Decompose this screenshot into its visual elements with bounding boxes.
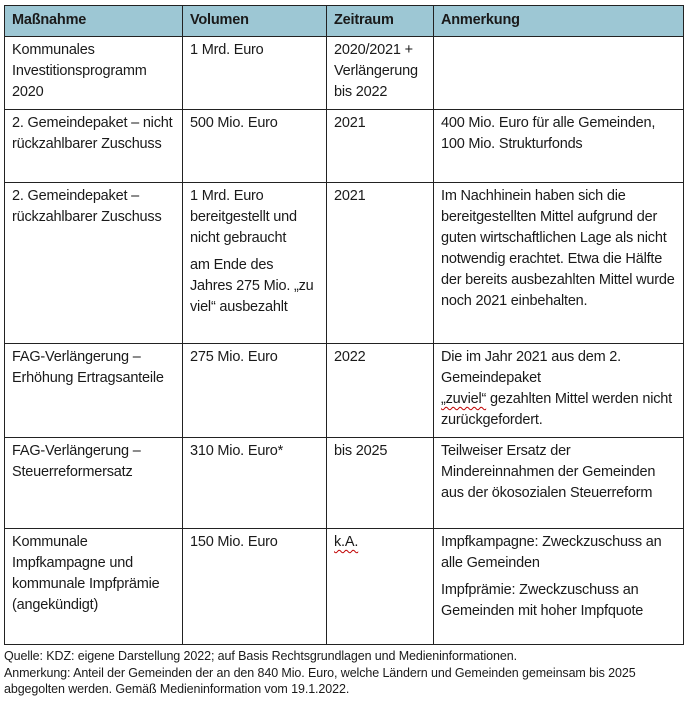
table-row [5,438,684,529]
table-row [5,110,684,183]
header-massnahme: Maßnahme [5,6,183,37]
table-row [5,37,684,110]
spellcheck-flagged-word: „zuviel“ [441,391,487,407]
cell-zeitraum: 2020/2021 + Verlängerung bis 2022 [327,37,434,110]
source-note: Quelle: KDZ: eigene Darstellung 2022; auf Basis Rechtsgrundlagen und Medieninformationen. [4,649,517,663]
table-header-row [5,6,684,37]
cell-anmerkung [434,438,684,529]
table-row [5,183,684,344]
header-anmerkung: Anmerkung [434,6,684,37]
table-row [5,344,684,438]
cell-volumen [183,110,327,183]
cell-anmerkung [434,529,684,645]
volumen-text: 1 Mrd. Euro bereitgestellt und nicht gebraucht [190,188,297,246]
measures-table [4,5,684,645]
cell-massnahme: 2. Gemeindepaket – nicht rückzahlbarer Zuschuss [5,110,183,183]
anmerkung-text: Impfprämie: Zweckzuschuss an Gemeinden mit hoher Impfquote [441,582,644,619]
cell-anmerkung [434,110,684,183]
volumen-text: 500 Mio. Euro [190,115,278,131]
anmerkung-text: 400 Mio. Euro für alle Gemeinden, 100 Mio. Strukturfonds [441,115,656,152]
cell-volumen [183,183,327,344]
cell-massnahme: 2. Gemeindepaket – rückzahlbarer Zuschuss [5,183,183,344]
header-zeitraum: Zeitraum [327,6,434,37]
header-volumen: Volumen [183,6,327,37]
anmerkung-text: Im Nachhinein haben sich die bereitgestellten Mittel aufgrund der guten wirtschaftlichen Lage als nicht notwendig erachtet. Etwa die Hälfte der bereits ausbezahlten Mittel wurde noch 2021 einbehalten. [441,188,675,309]
anmerkung-text: Die im Jahr 2021 aus dem 2. Gemeindepaket [441,349,621,386]
volumen-text: 275 Mio. Euro [190,349,278,365]
table-footnotes [4,648,684,698]
spellcheck-flagged-word: k.A. [334,534,359,550]
volumen-text: 310 Mio. Euro* [190,443,284,459]
anmerkung-text: Impfkampagne: Zweckzuschuss an alle Gemeinden [441,534,662,571]
cell-volumen [183,344,327,438]
volumen-text: 1 Mrd. Euro [190,42,264,58]
remark-note: Anmerkung: Anteil der Gemeinden der an den 840 Mio. Euro, welche Ländern und Gemeinden gemeinsam bis 2025 abgegolten werden. Gemäß Medieninformation vom 19.1.2022. [4,665,636,696]
cell-massnahme: Kommunale Impfkampagne und kommunale Impfprämie (angekündigt) [5,529,183,645]
anmerkung-text: Teilweiser Ersatz der Mindereinnahmen der Gemeinden aus der ökosozialen Steuerreform [441,443,656,501]
cell-anmerkung [434,183,684,344]
cell-zeitraum: bis 2025 [327,438,434,529]
cell-volumen [183,438,327,529]
cell-volumen [183,529,327,645]
cell-volumen [183,37,327,110]
anmerkung-text: gezahlten Mittel werden nicht zurückgefordert. [441,391,672,428]
volumen-text: am Ende des Jahres 275 Mio. „zu viel“ ausbezahlt [190,257,314,315]
cell-massnahme: Kommunales Investitionsprogramm 2020 [5,37,183,110]
cell-zeitraum: 2021 [327,183,434,344]
cell-anmerkung [434,344,684,438]
cell-massnahme: FAG-Verlängerung – Erhöhung Ertragsanteile [5,344,183,438]
cell-zeitraum [327,529,434,645]
volumen-text: 150 Mio. Euro [190,534,278,550]
cell-zeitraum: 2022 [327,344,434,438]
cell-anmerkung [434,37,684,110]
cell-zeitraum: 2021 [327,110,434,183]
cell-massnahme: FAG-Verlängerung – Steuerreformersatz [5,438,183,529]
table-row [5,529,684,645]
